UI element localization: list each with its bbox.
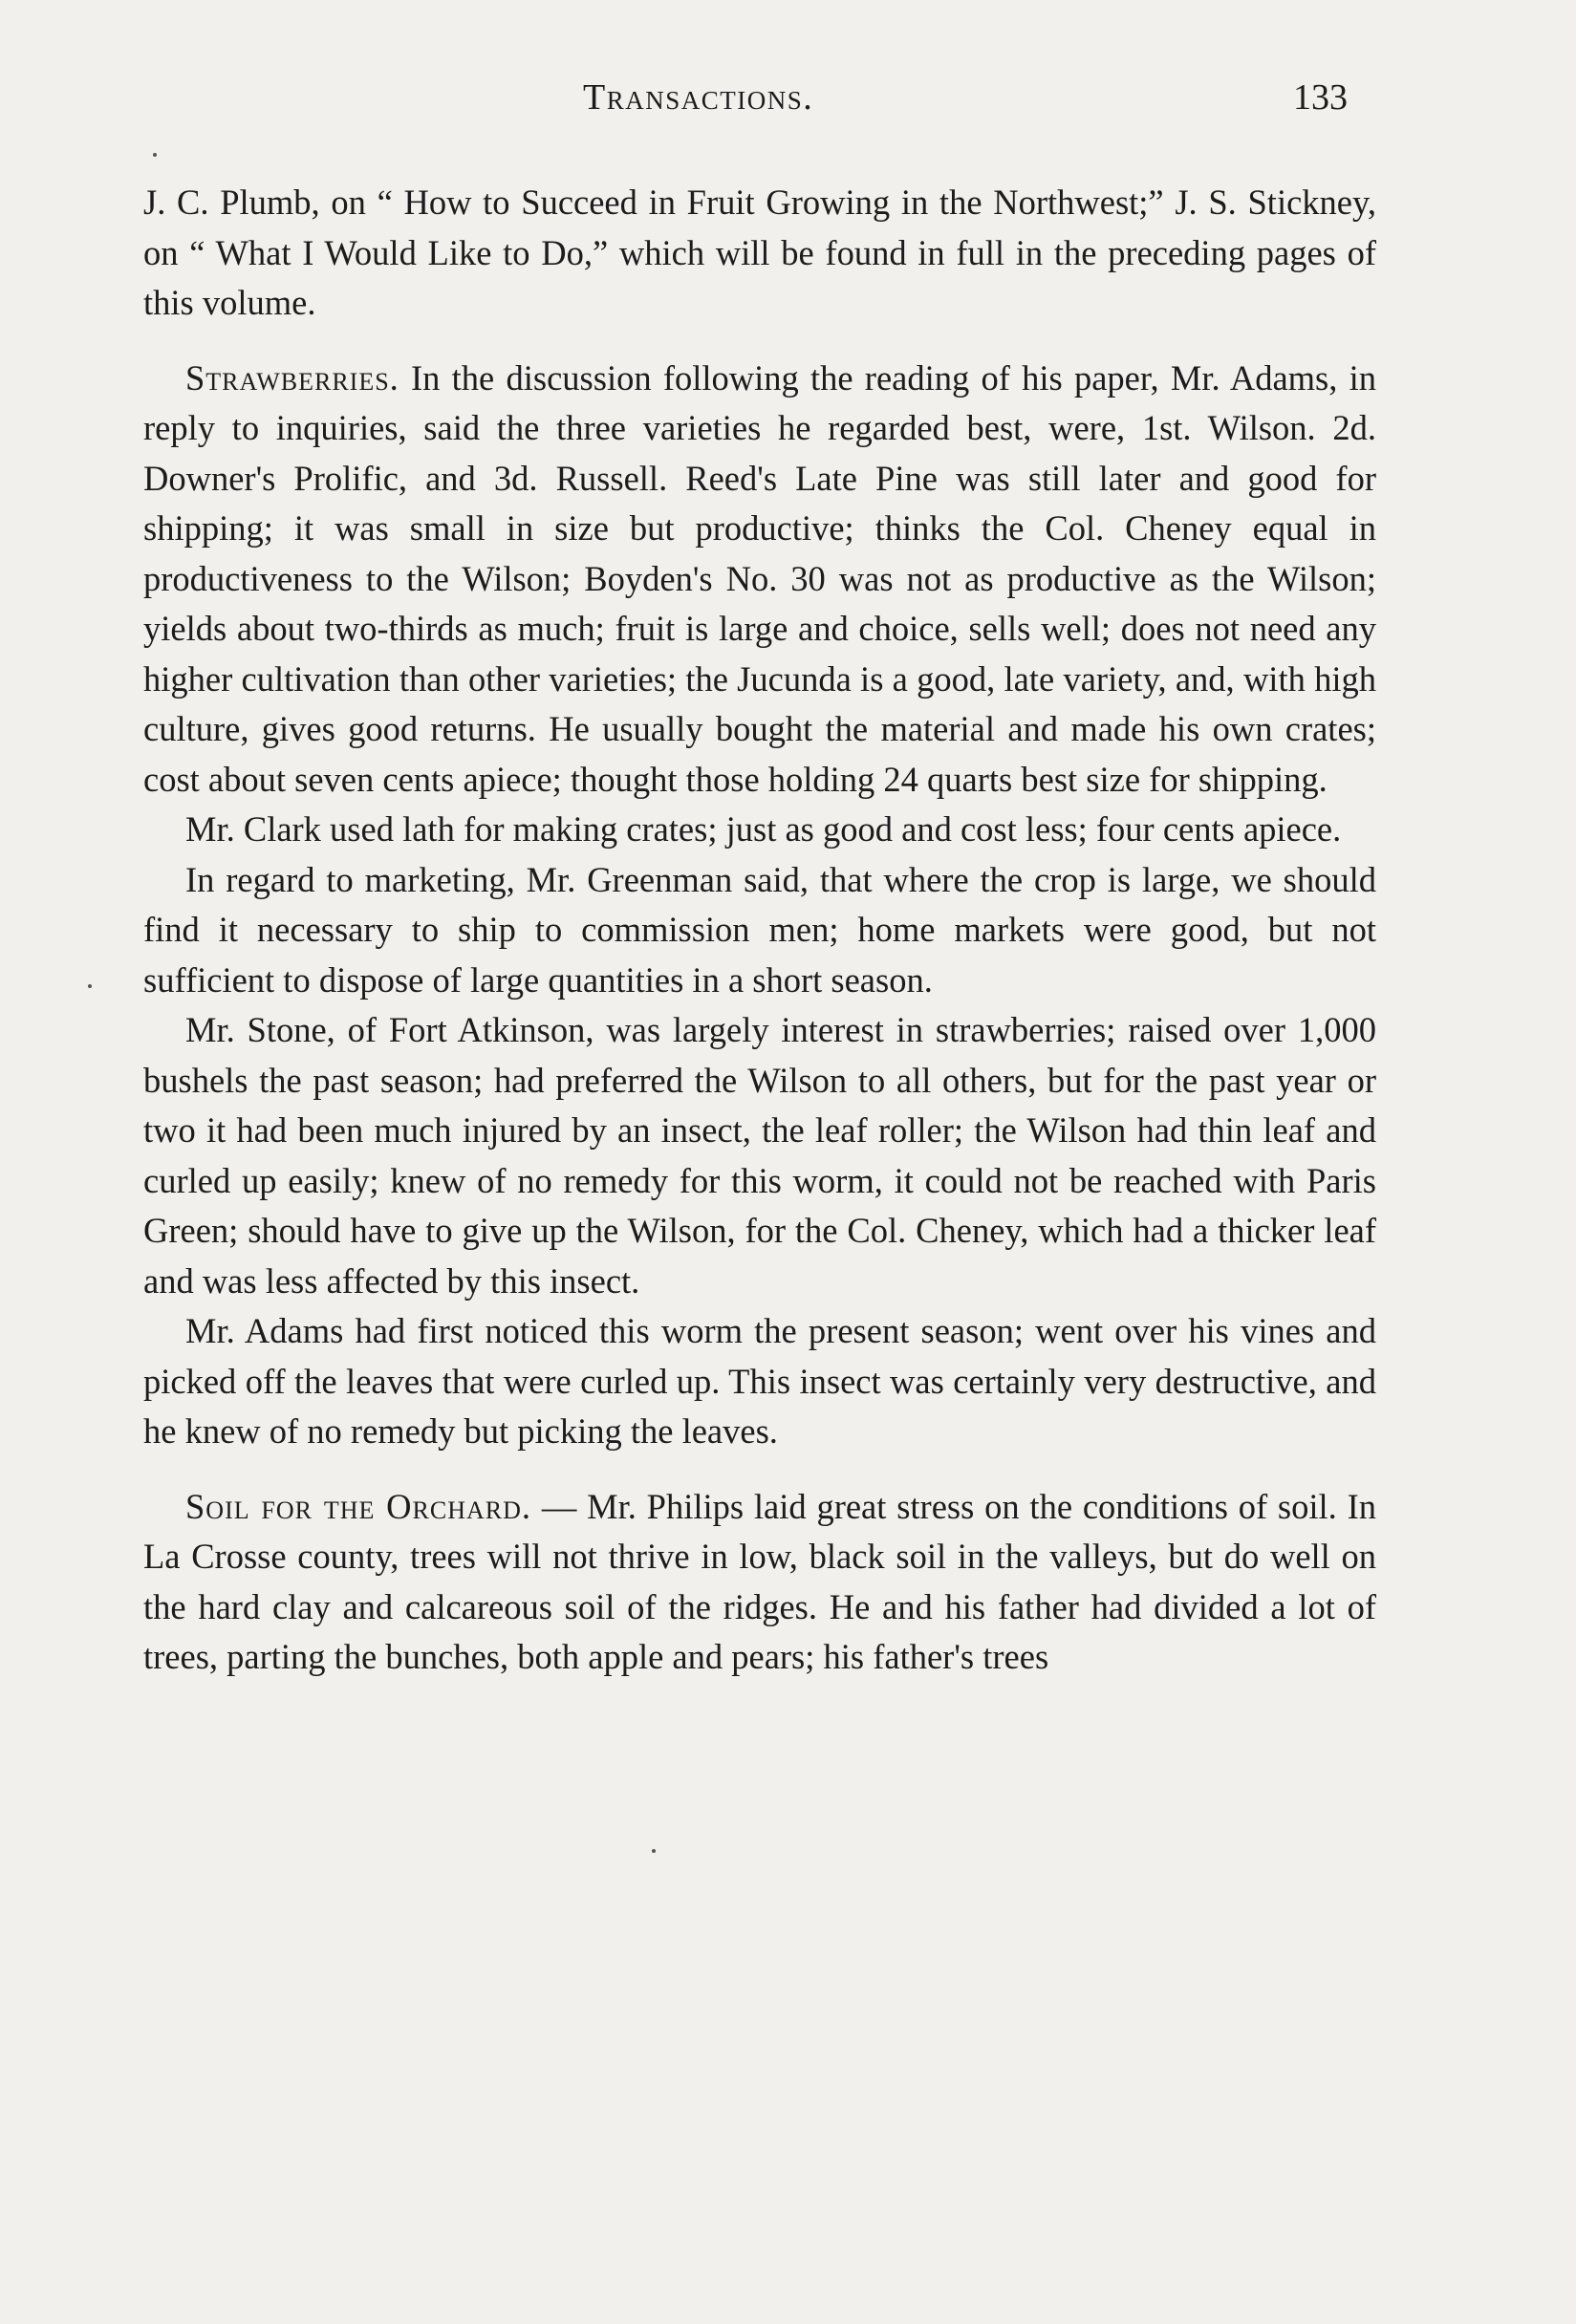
print-speck — [88, 984, 92, 988]
paragraph-text: Mr. Stone, of Fort Atkinson, was largely interest in strawberries; raised over 1,000 bushels the past season; had preferred the Wilson to all others, but for the past year or two it had been much injured by an insect, the leaf roller; the Wilson had thin leaf and curled up easily; knew of no remedy for this worm, it could not be reached with Paris Green; should have to give up the Wilson, for the Col. Cheney, which had a thicker leaf and was less affected by this insect. — [143, 1010, 1376, 1301]
paragraph-soil — [143, 1482, 1376, 1683]
page-number: 133 — [1293, 77, 1348, 118]
paragraph-text: — Mr. Philips laid great stress on the conditions of soil. In La Crosse county, trees will not thrive in low, black soil in the valleys, but do well on the hard clay and calcareous soil of the ridges. He and his father had divided a lot of trees, parting the bunches, both apple and pears; his father's trees — [143, 1486, 1377, 1676]
paragraph-stone — [143, 1005, 1376, 1306]
paragraph-clark — [143, 805, 1376, 855]
paragraph-text: In the discussion following the reading of his paper, Mr. Adams, in reply to inquiries, said the three varieties he regarded best, were, 1st. Wilson. 2d. Downer's Prolific, and 3d. Russell. Reed's Late Pine was still later and good for shipping; it was small in size but productive; thinks the Col. Cheney equal in productiveness to the Wilson; Boyden's No. 30 was not as productive as the Wilson; yields about two-thirds as much; fruit is large and choice, sells well; does not need any higher cultivation than other varieties; the Jucunda is a good, late variety, and, with high culture, gives good returns. He usually bought the material and made his own crates; cost about seven cents apiece; thought those holding 24 quarts best size for shipping. — [143, 357, 1376, 799]
section-heading-strawberries: Strawberries. — [185, 357, 399, 398]
paragraph-strawberries — [143, 354, 1376, 806]
paragraph-text: Mr. Adams had first noticed this worm the present season; went over his vines and picked off the leaves that were curled up. This insect was certainly very destructive, and he knew of no remedy but picking the leaves. — [143, 1311, 1376, 1451]
running-head: Transactions. — [583, 77, 814, 118]
page-header — [143, 76, 1348, 134]
paragraph-marketing — [143, 855, 1376, 1006]
paragraph-adams — [143, 1306, 1376, 1457]
paragraph-text: Mr. Clark used lath for making crates; just as good and cost less; four cents apiece. — [185, 809, 1342, 849]
print-speck — [153, 153, 157, 157]
paragraph-text: In regard to marketing, Mr. Greenman said, that where the crop is large, we should find it necessary to ship to commission men; home markets were good, but not sufficient to dispose of large quantities in a short season. — [143, 859, 1376, 1000]
paragraph-text: J. C. Plumb, on “ How to Succeed in Fruit Growing in the Northwest;” J. S. Stickney, on “ What I Would Like to Do,” which will be found in full in the preceding pages of this volume. — [143, 183, 1376, 322]
paragraph-speakers — [143, 178, 1376, 329]
print-speck — [652, 1849, 656, 1853]
body-text — [143, 178, 1376, 1683]
section-heading-soil: Soil for the Orchard. — [185, 1486, 532, 1526]
